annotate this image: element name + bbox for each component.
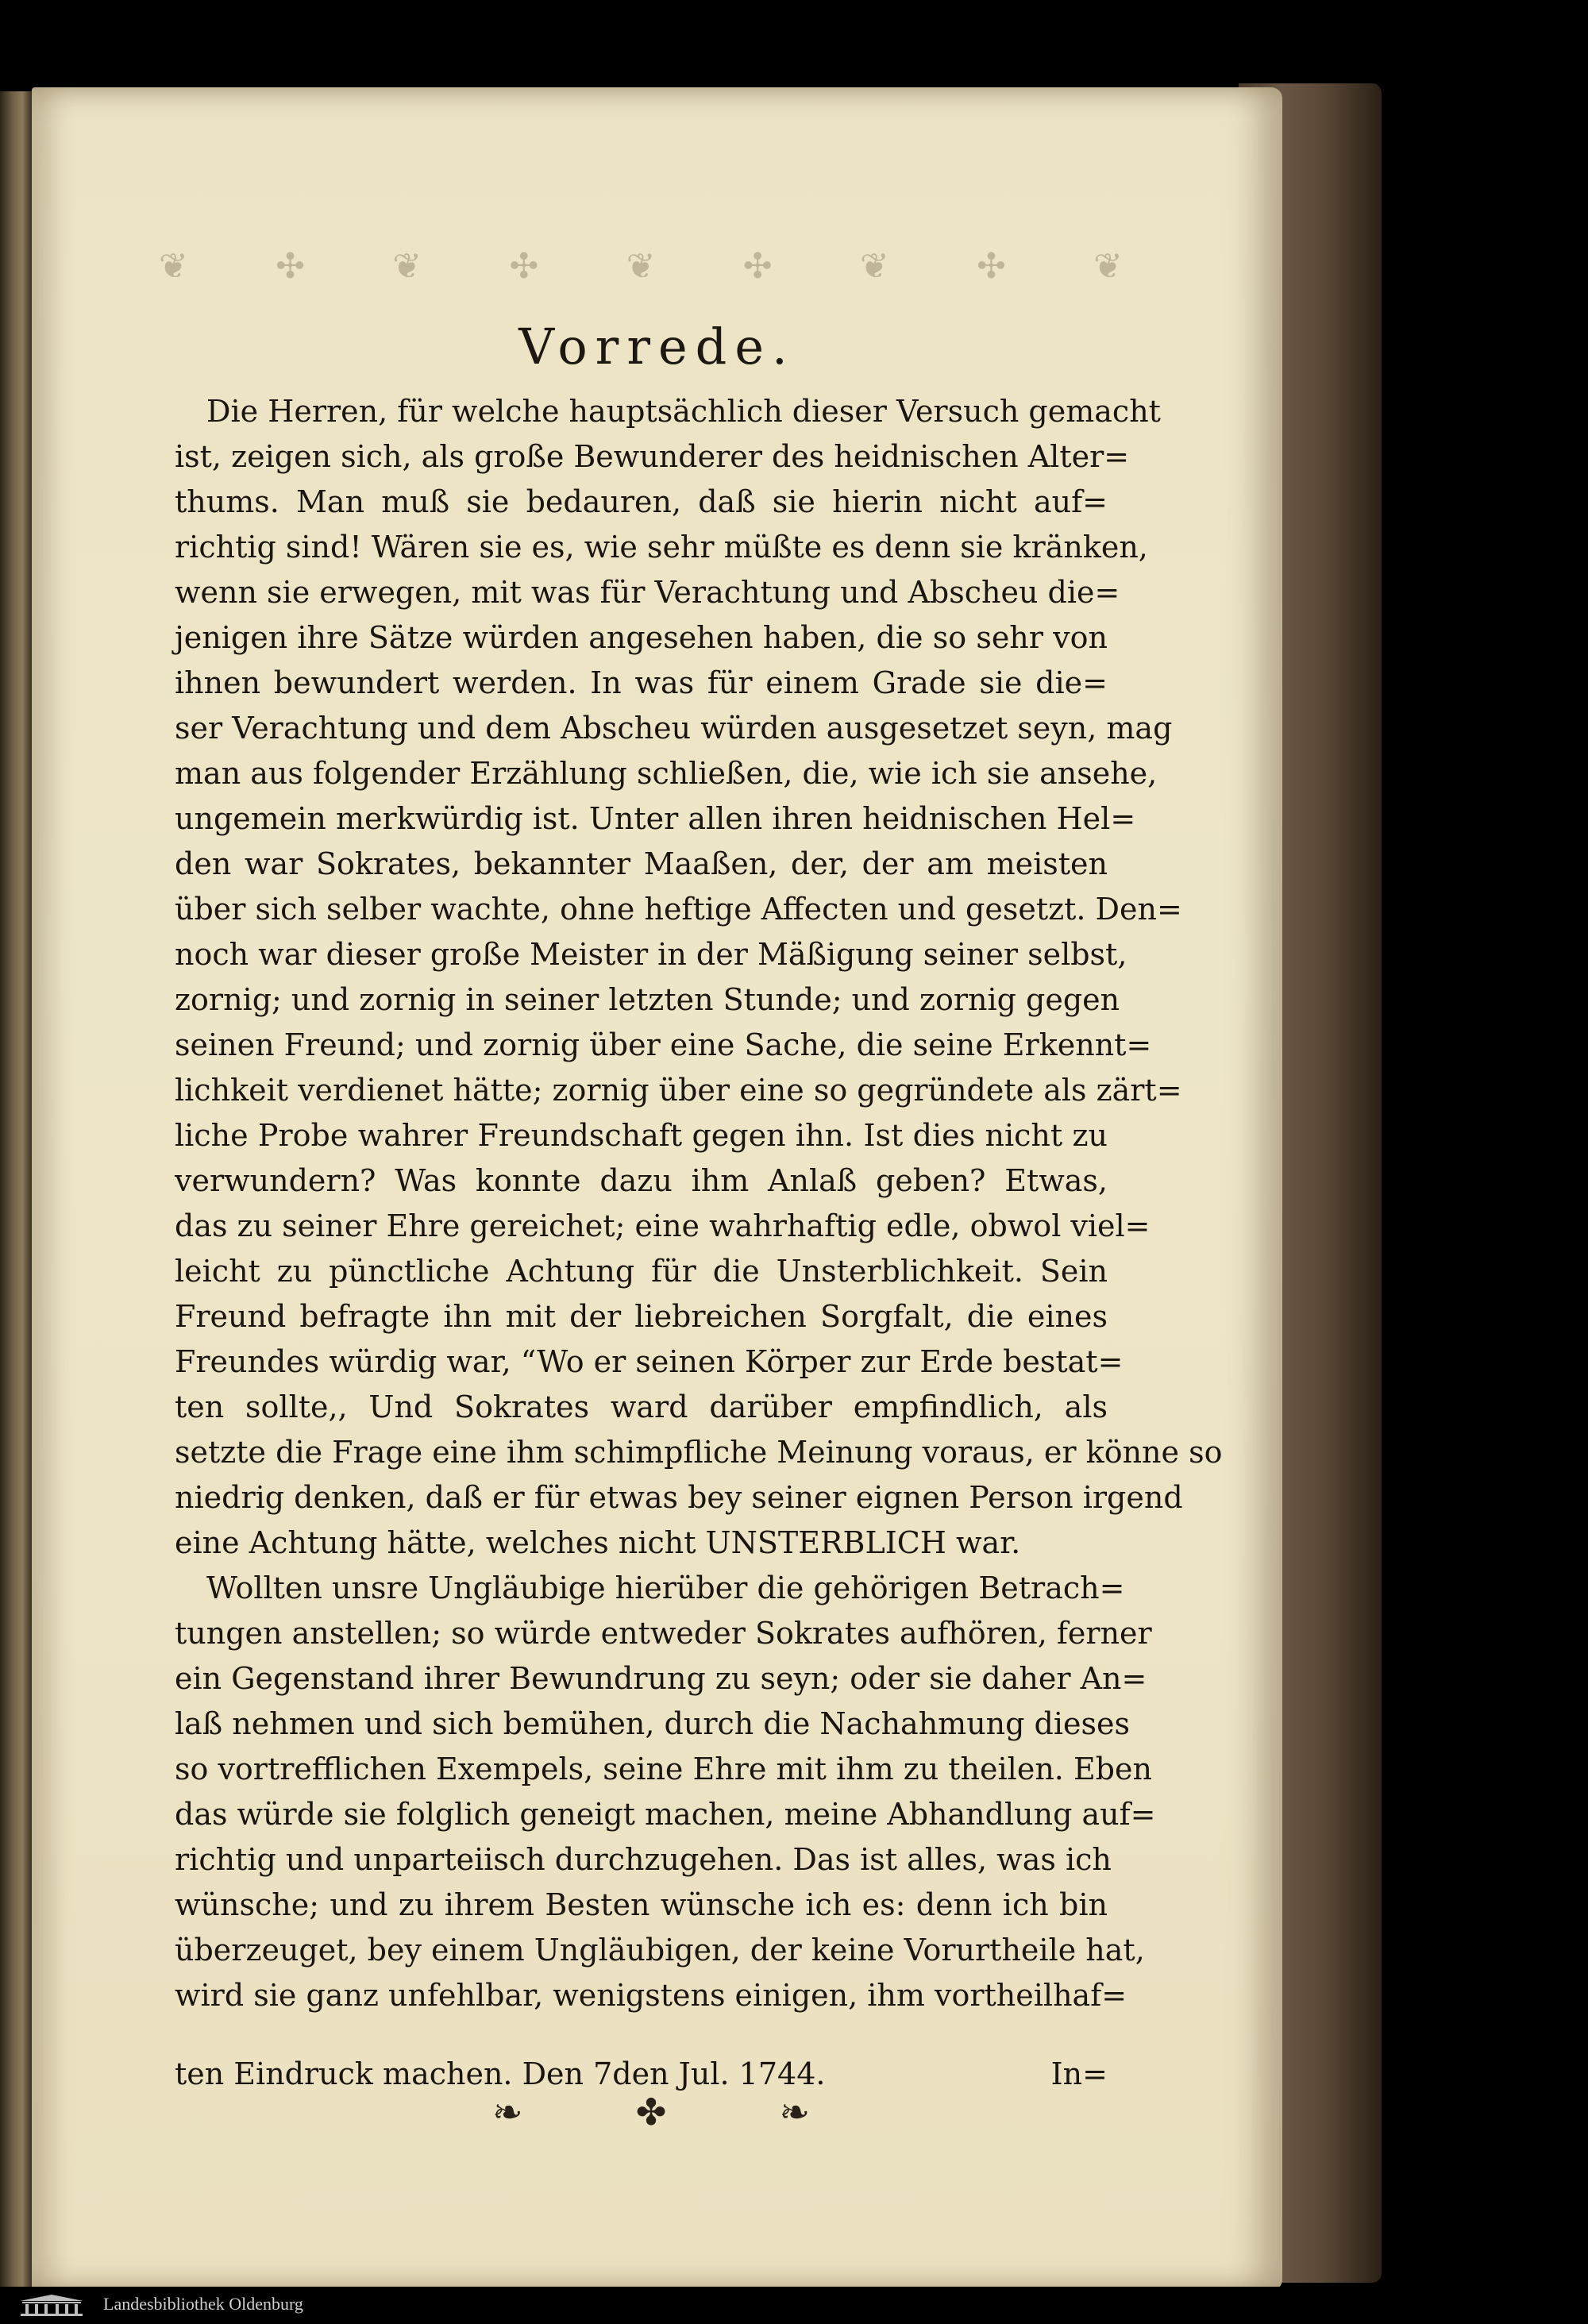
text-line: niedrig denken, daß er für etwas bey seiner eignen Person irgend: [175, 1480, 1183, 1515]
text-line: das würde sie folglich geneigt machen, meine Abhandlung auf=: [175, 1797, 1156, 1832]
text-line: so vortrefflichen Exempels, seine Ehre mit ihm zu theilen. Eben: [175, 1752, 1152, 1786]
text-line: liche Probe wahrer Freundschaft gegen ihn. Ist dies nicht zu: [175, 1118, 1108, 1153]
text-line: lichkeit verdienet hätte; zornig über eine so gegründete als zärt=: [175, 1073, 1182, 1108]
text-line: Freund befragte ihn mit der liebreichen Sorgfalt, die eines: [175, 1299, 1108, 1334]
ornament-glyph: ✣: [742, 245, 777, 287]
text-line: tungen anstellen; so würde entweder Sokrates aufhören, ferner: [175, 1616, 1152, 1651]
text-line-final: ten Eindruck machen. Den 7den Jul. 1744.: [175, 2056, 826, 2091]
text-line: jenigen ihre Sätze würden angesehen haben, die so sehr von: [175, 620, 1108, 655]
text-line: Die Herren, für welche hauptsächlich dieser Versuch gemacht: [206, 394, 1161, 429]
text-line: den war Sokrates, bekannter Maaßen, der, der am meisten: [175, 846, 1108, 881]
ornament-glyph: ❦: [626, 245, 661, 287]
body-text: [175, 389, 1223, 2018]
text-line: ist, zeigen sich, als große Bewunderer des heidnischen Alter=: [175, 439, 1130, 474]
catchword: In=: [1050, 2056, 1108, 2091]
library-name: Landesbibliothek Oldenburg: [103, 2294, 303, 2314]
text-line: Freundes würdig war, “Wo er seinen Körper zur Erde bestat=: [175, 1344, 1124, 1379]
text-line: leicht zu pünctliche Achtung für die Unsterblichkeit. Sein: [175, 1254, 1108, 1289]
text-line: wenn sie erwegen, mit was für Verachtung und Abscheu die=: [175, 575, 1120, 610]
bottom-ornament: [492, 2084, 810, 2140]
text-line: über sich selber wachte, ohne heftige Affecten und gesetzt. Den=: [175, 892, 1182, 927]
text-line: man aus folgender Erzählung schließen, die, wie ich sie ansehe,: [175, 756, 1158, 791]
ornament-glyph: ❦: [1093, 245, 1127, 287]
ornament-glyph: ✤: [635, 2091, 667, 2133]
text-line: richtig sind! Wären sie es, wie sehr müßte es denn sie kränken,: [175, 530, 1148, 565]
text-line: überzeuget, bey einem Ungläubigen, der keine Vorurtheile hat,: [175, 1933, 1145, 1967]
library-building-icon: [16, 2293, 87, 2317]
text-line: thums. Man muß sie bedauren, daß sie hierin nicht auf=: [175, 484, 1108, 519]
text-line: laß nehmen und sich bemühen, durch die Nachahmung dieses: [175, 1706, 1131, 1741]
text-line: noch war dieser große Meister in der Mäßigung seiner selbst,: [175, 937, 1127, 972]
text-line: wird sie ganz unfehlbar, wenigstens einigen, ihm vortheilhaf=: [175, 1978, 1127, 2013]
page-heading: Vorrede.: [518, 318, 796, 376]
text-line: ein Gegenstand ihrer Bewundrung zu seyn; oder sie daher An=: [175, 1661, 1147, 1696]
ornament-glyph: ✣: [509, 245, 544, 287]
text-line: das zu seiner Ehre gereichet; eine wahrhaftig edle, obwol viel=: [175, 1208, 1151, 1243]
ornament-glyph: ❦: [159, 245, 193, 287]
ornament-glyph: ❦: [392, 245, 427, 287]
text-line: eine Achtung hätte, welches nicht UNSTERBLICH war.: [175, 1525, 1021, 1560]
ornament-glyph: ✣: [976, 245, 1011, 287]
text-line: Wollten unsre Ungläubige hierüber die gehörigen Betrach=: [206, 1571, 1125, 1605]
ornament-glyph: ❦: [859, 245, 894, 287]
text-line: ungemein merkwürdig ist. Unter allen ihren heidnischen Hel=: [175, 801, 1136, 836]
ornament-glyph: ❧: [779, 2091, 810, 2133]
previous-page-edge: [0, 91, 32, 2314]
book-page: [32, 87, 1282, 2291]
text-line: seinen Freund; und zornig über eine Sache, die seine Erkennt=: [175, 1027, 1152, 1062]
library-footer-bar: [0, 2287, 1588, 2324]
top-ornament-band: [159, 230, 1127, 302]
text-line: wünsche; und zu ihrem Besten wünsche ich es: denn ich bin: [175, 1887, 1108, 1922]
text-line: richtig und unparteiisch durchzugehen. Das ist alles, was ich: [175, 1842, 1112, 1877]
text-line: zornig; und zornig in seiner letzten Stunde; und zornig gegen: [175, 982, 1120, 1017]
ornament-glyph: ❧: [492, 2091, 523, 2133]
text-line: setzte die Frage eine ihm schimpfliche Meinung voraus, er könne so: [175, 1435, 1223, 1470]
text-line: ihnen bewundert werden. In was für einem Grade sie die=: [175, 665, 1108, 700]
text-line: ten sollte,, Und Sokrates ward darüber empfindlich, als: [175, 1389, 1108, 1424]
text-line: verwundern? Was konnte dazu ihm Anlaß geben? Etwas,: [175, 1163, 1108, 1198]
text-line: ser Verachtung und dem Abscheu würden ausgesetzet seyn, mag: [175, 711, 1173, 746]
ornament-glyph: ✣: [276, 245, 310, 287]
